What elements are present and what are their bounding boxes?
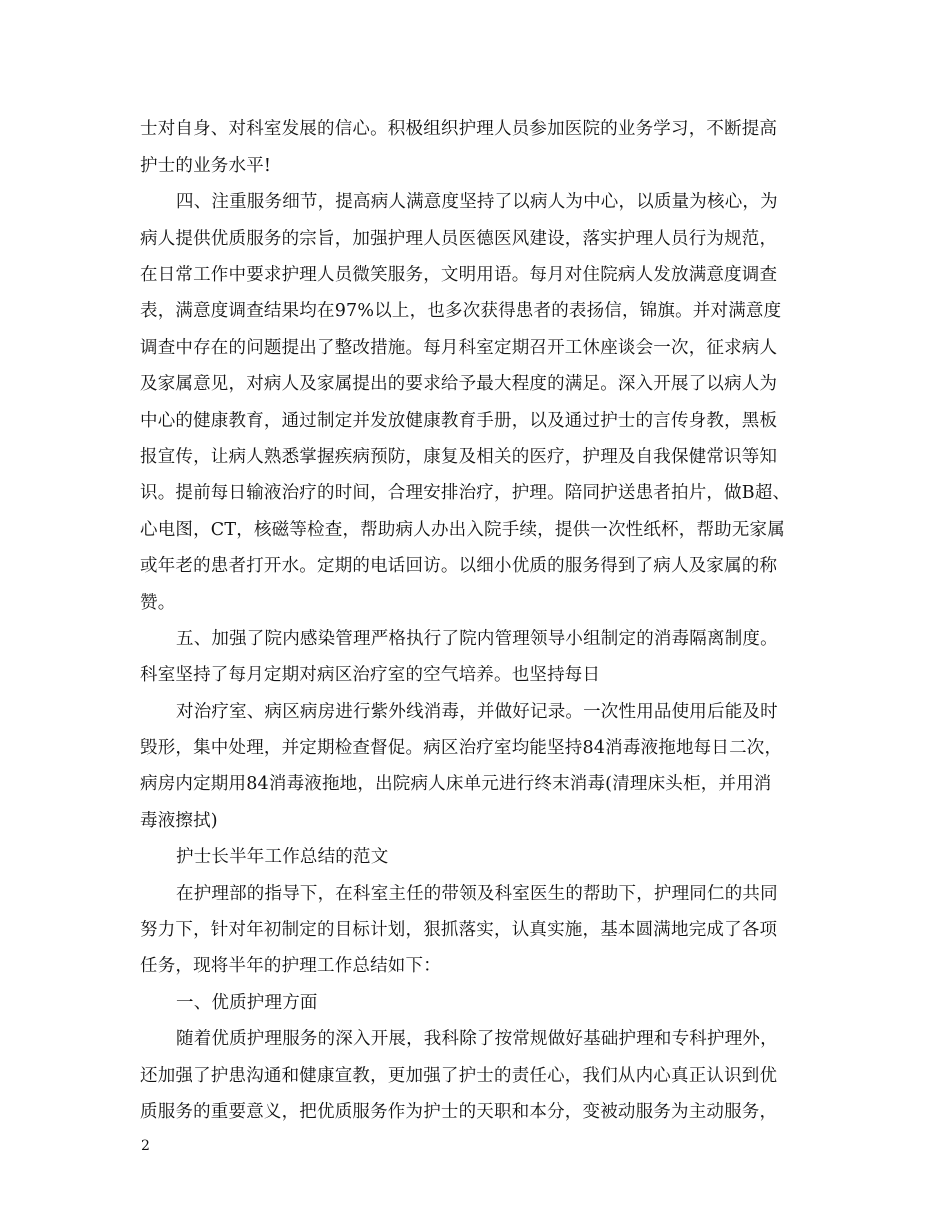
paragraph-start-line: 五、加强了院内感染管理严格执行了院内管理领导小组制定的消毒隔离制度。 bbox=[176, 629, 778, 649]
text-line: 赞。 bbox=[140, 593, 176, 613]
text-line: 毒液擦拭) bbox=[140, 811, 218, 831]
text-line: 科室坚持了每月定期对病区治疗室的空气培养。也坚持每日 bbox=[140, 665, 601, 685]
text-line: 还加强了护患沟通和健康宣教，更加强了护士的责任心，我们从内心真正认识到优 bbox=[140, 1066, 778, 1086]
text-line: 调查中存在的问题提出了整改措施。每月科室定期召开工休座谈会一次，征求病人 bbox=[140, 338, 778, 358]
text-line: 病房内定期用84消毒液拖地，出院病人床单元进行终末消毒(清理床头柜，并用消 bbox=[140, 774, 772, 794]
text-line: 识。提前每日输液治疗的时间，合理安排治疗，护理。陪同护送患者拍片，做B超、 bbox=[140, 483, 791, 503]
section-heading: 护士长半年工作总结的范文 bbox=[176, 847, 389, 867]
text-line: 表，满意度调查结果均在97%以上，也多次获得患者的表扬信，锦旗。并对满意度 bbox=[140, 301, 782, 321]
text-line: 护士的业务水平! bbox=[140, 156, 272, 176]
page-number: 2 bbox=[141, 1138, 150, 1154]
text-line: 质服务的重要意义，把优质服务作为护士的天职和本分，变被动服务为主动服务， bbox=[140, 1102, 778, 1122]
text-line: 努力下，针对年初制定的目标计划，狠抓落实，认真实施，基本圆满地完成了各项 bbox=[140, 920, 778, 940]
text-line: 在日常工作中要求护理人员微笑服务，文明用语。每月对住院病人发放满意度调查 bbox=[140, 265, 778, 285]
text-line: 及家属意见，对病人及家属提出的要求给予最大程度的满足。深入开展了以病人为 bbox=[140, 374, 778, 394]
text-line: 中心的健康教育，通过制定并发放健康教育手册，以及通过护士的言传身教，黑板 bbox=[140, 411, 778, 431]
paragraph-start-line: 随着优质护理服务的深入开展，我科除了按常规做好基础护理和专科护理外， bbox=[176, 1029, 778, 1049]
text-line: 心电图，CT，核磁等检查，帮助病人办出入院手续，提供一次性纸杯，帮助无家属 bbox=[140, 520, 785, 540]
paragraph-start-line: 在护理部的指导下，在科室主任的带领及科室医生的帮助下，护理同仁的共同 bbox=[176, 884, 778, 904]
subsection-heading: 一、优质护理方面 bbox=[176, 993, 318, 1013]
text-line: 病人提供优质服务的宗旨，加强护理人员医德医风建设，落实护理人员行为规范， bbox=[140, 229, 778, 249]
text-line: 报宣传，让病人熟悉掌握疾病预防，康复及相关的医疗，护理及自我保健常识等知 bbox=[140, 447, 778, 467]
paragraph-start-line: 对治疗室、病区病房进行紫外线消毒，并做好记录。一次性用品使用后能及时 bbox=[176, 702, 778, 722]
text-line: 士对自身、对科室发展的信心。积极组织护理人员参加医院的业务学习，不断提高 bbox=[140, 119, 778, 139]
text-line: 毁形，集中处理，并定期检查督促。病区治疗室均能坚持84消毒液拖地每日二次， bbox=[140, 738, 783, 758]
text-line: 任务，现将半年的护理工作总结如下： bbox=[140, 956, 441, 976]
text-line: 或年老的患者打开水。定期的电话回访。以细小优质的服务得到了病人及家属的称 bbox=[140, 556, 778, 576]
paragraph-start-line: 四、注重服务细节，提高病人满意度坚持了以病人为中心，以质量为核心，为 bbox=[176, 192, 778, 212]
